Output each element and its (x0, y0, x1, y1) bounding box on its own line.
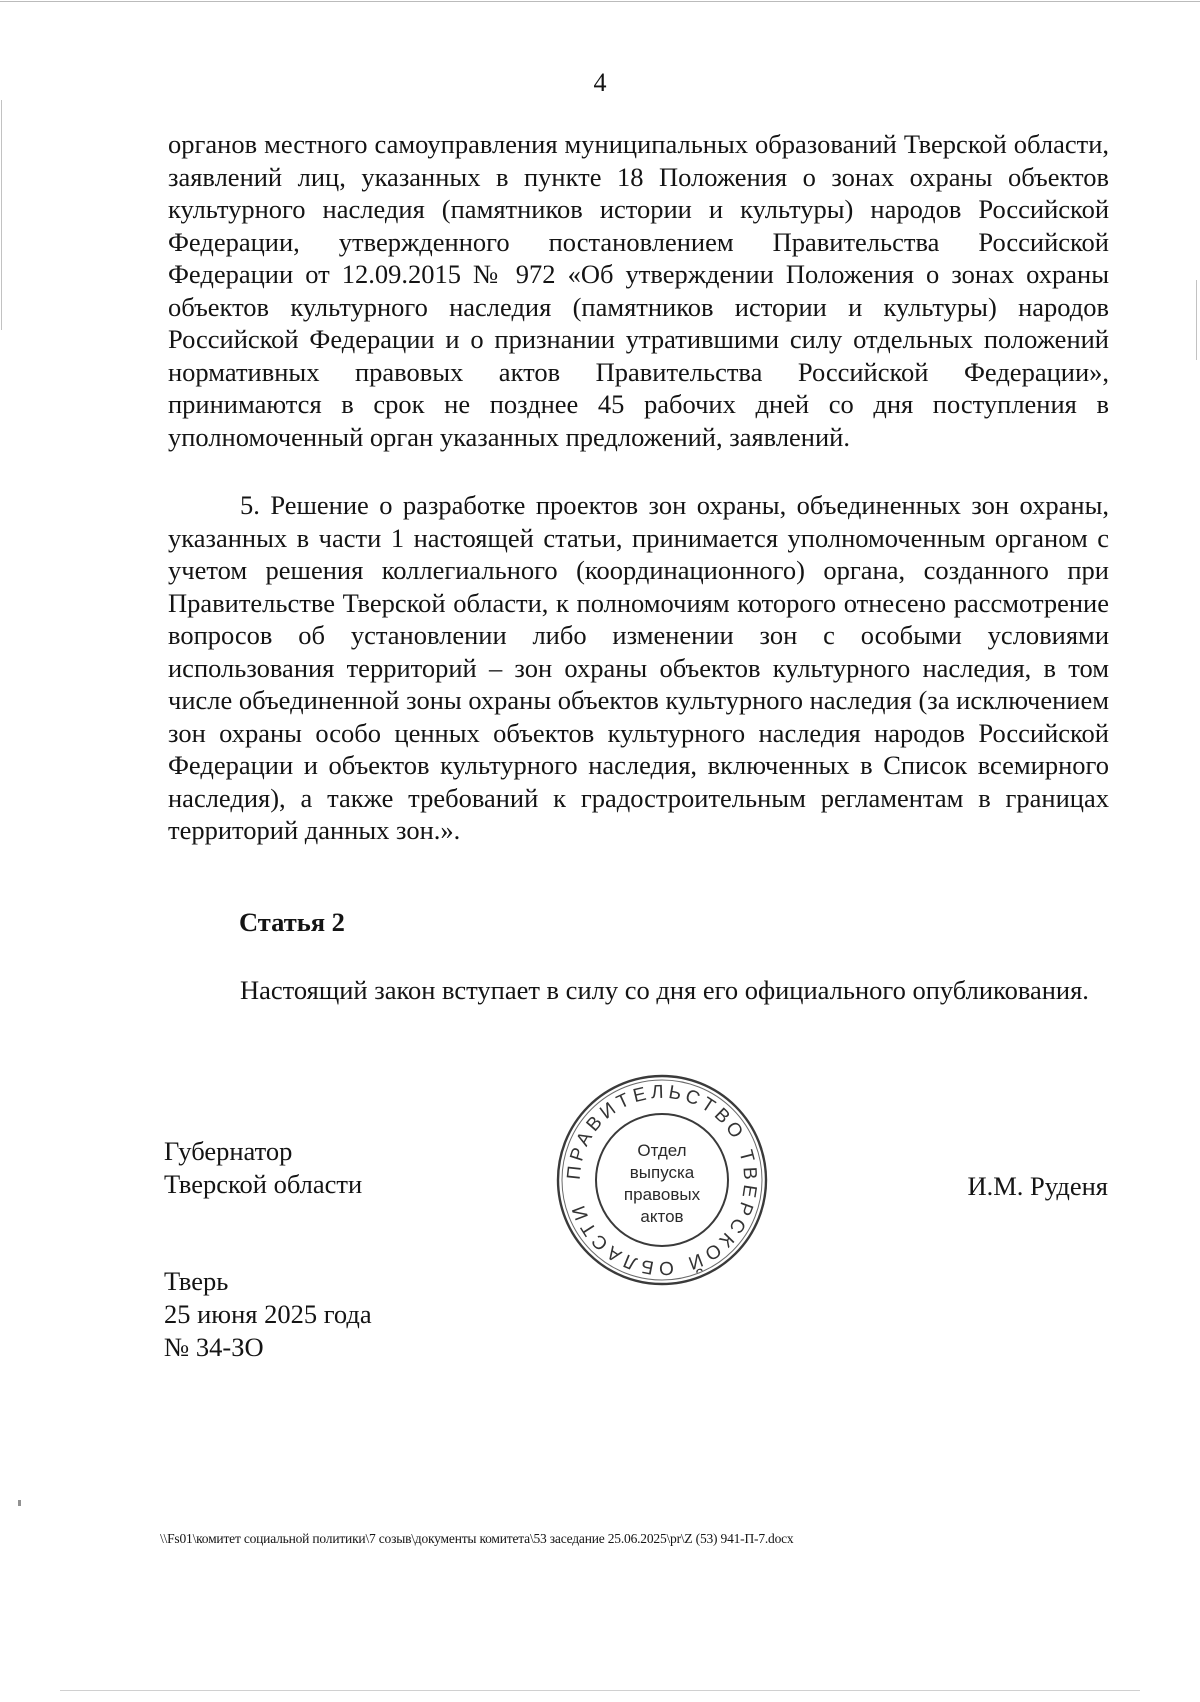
signatory-title-line-2: Тверской области (164, 1169, 363, 1199)
law-number: № 34-ЗО (164, 1332, 264, 1362)
article-2-heading: Статья 2 (239, 907, 345, 937)
scan-left-edge (1, 100, 2, 330)
seal-center-line-4: актов (640, 1207, 684, 1226)
seal-ring-text: ПРАВИТЕЛЬСТВО ТВЕРСКОЙ ОБЛАСТИ (563, 1081, 761, 1279)
seal-center-line-3: правовых (623, 1185, 701, 1204)
paragraph-item-5: 5. Решение о разработке проектов зон охраны, объединенных зон охраны, указанных в части 1 настоящей статьи, принимается уполномоченным органом с учетом решения коллегиального (координационного) органа, созданного при Правительстве Тверской области, к полномочиям которого отнесено рассмотрение вопросов об установлении либо изменении зон с особыми условиями использования территорий – зон охраны объектов культурного наследия, в том числе объединенной зоны охраны объектов культурного наследия (за исключением зон охраны особо ценных объектов культурного наследия народов Российской Федерации и объектов культурного наследия, включенных в Список всемирного наследия), а также требований к градостроительным регламентам в границах территорий данных зон.». (168, 490, 1109, 845)
paragraph-continuation: органов местного самоуправления муниципальных образований Тверской области, заявлений лиц, указанных в пункте 18 Положения о зонах охраны объектов культурного наследия (памятников истории и культуры) народов Российской Федерации, утвержденного постановлением Правительства Российской Федерации от 12.09.2015 № 972 «Об утверждении Положения о зонах охраны объектов культурного наследия (памятников истории и культуры) народов Российской Федерации и о признании утратившими силу отдельных положений нормативных правовых актов Правительства Российской Федерации», принимаются в срок не позднее 45 рабочих дней со дня поступления в уполномоченный орган указанных предложений, заявлений. (168, 129, 1109, 452)
scan-dot (18, 1500, 21, 1506)
law-date: 25 июня 2025 года (164, 1299, 372, 1329)
scan-top-line (0, 1, 1200, 2)
seal-center-line-2: выпуска (629, 1163, 695, 1182)
footer-file-path: \\Fs01\комитет социальной политики\7 созыв\документы комитета\53 заседание 25.06.2025\pr\Z (53) 941-П-7.docx (160, 1531, 794, 1546)
seal-center-line-1: Отдел (637, 1141, 687, 1160)
signatory-title-line-1: Губернатор (164, 1136, 293, 1166)
signatory-title (164, 1135, 362, 1201)
place-city: Тверь (164, 1266, 229, 1296)
signatory-name: И.М. Руденя (967, 1171, 1108, 1201)
scan-bottom-line (60, 1690, 1140, 1691)
place-date-block (164, 1265, 372, 1364)
official-seal (552, 1070, 772, 1290)
scan-right-edge (1196, 280, 1197, 360)
seal-center-text (607, 1140, 717, 1228)
article-2-text: Настоящий закон вступает в силу со дня его официального опубликования. (240, 975, 1089, 1005)
page-number: 4 (593, 68, 607, 97)
